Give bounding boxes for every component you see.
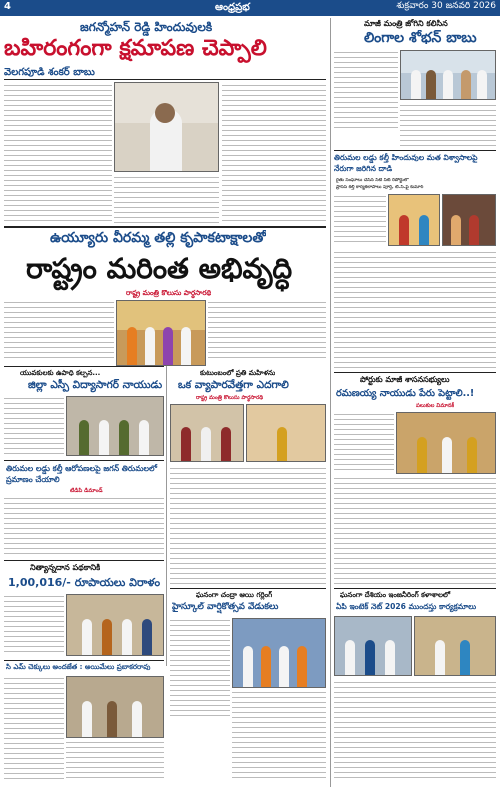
a9-body-text bbox=[4, 594, 64, 656]
a7-headline: ఒక వ్యాపారవేత్తగా ఎదగాలి bbox=[178, 379, 289, 391]
a4-headline: రాష్ట్రం మరింత అభివృద్ధి bbox=[26, 252, 293, 285]
a7-body-text bbox=[170, 466, 326, 586]
issue-date: శుక్రవారం 30 జనవరి 2026 bbox=[396, 1, 496, 11]
a4-body-text bbox=[4, 300, 114, 362]
a10-headline: హైస్కూల్ వార్షికోత్సవ వేడుకలు bbox=[172, 602, 279, 612]
a5-tag: పలుకుల విమానక్ bbox=[416, 403, 455, 409]
a2-kicker: మాజీ మంత్రి జోగిని కలిసిన bbox=[364, 19, 448, 28]
a4-body-text-2 bbox=[208, 300, 326, 362]
a11-kicker: ఘనంగా దేశియం ఇంజనీరింగ్ కళాశాలలో bbox=[340, 591, 451, 599]
a1-byline-rule bbox=[4, 79, 326, 80]
a10-photo bbox=[232, 618, 326, 688]
a3-photo-1 bbox=[388, 194, 440, 246]
center-column-rule bbox=[166, 366, 167, 666]
a1-body-text-2 bbox=[222, 83, 326, 223]
a4-top-rule bbox=[4, 226, 326, 228]
a10-top-rule bbox=[170, 588, 326, 589]
a5-headline: రమణయ్య నాయుడు పేరు పెట్టాలి..! bbox=[336, 388, 475, 399]
a12-headline: సి ఎమ్ చెక్కులు అందజేత : అయిమేలు ప్రబాకరరావు bbox=[6, 663, 151, 671]
a2-body-text-2 bbox=[400, 103, 496, 148]
right-column-rule bbox=[330, 18, 331, 787]
a1-headline: బహిరంగంగా క్షమాపణ చెప్పాలి bbox=[4, 36, 267, 61]
a2-headline: లింగాల శోభన్ బాబు bbox=[364, 30, 477, 46]
a7-photo-1 bbox=[170, 404, 244, 462]
a6-kicker: యువకులకు ఉపాధి కల్పన... bbox=[20, 369, 101, 377]
a5-body-text-2 bbox=[334, 476, 496, 586]
a5-photo bbox=[396, 412, 496, 474]
a1-kicker: జగన్మోహన్ రెడ్డి హిందువులకి bbox=[80, 20, 213, 34]
a1-photo bbox=[114, 82, 219, 172]
a1-body-text bbox=[4, 83, 112, 223]
a8-body-text bbox=[4, 496, 164, 558]
a11-body-text bbox=[334, 680, 496, 782]
a1-byline: వెలగపూడి శంకర్ బాబు bbox=[4, 67, 95, 78]
a7-photo-2 bbox=[246, 404, 326, 462]
masthead bbox=[0, 0, 500, 16]
a8-tag: టిడిపి డిమాండ్ bbox=[70, 488, 103, 494]
a1-photo-caption bbox=[114, 175, 219, 223]
a4-tag: రాష్ట్ర మంత్రి కొలుసు పార్థసారథి bbox=[126, 289, 212, 297]
a3-body-text bbox=[334, 194, 386, 246]
a3-photo-2 bbox=[442, 194, 496, 246]
a4-kicker: ఉయ్యూరు వీరమ్మ తల్లి కృపాకటాక్షాలతో bbox=[50, 230, 266, 246]
a10-kicker: ఘనంగా చంద్రా ఆయి గర్లింగ్ bbox=[196, 591, 273, 599]
page-number: 4 bbox=[4, 1, 11, 12]
a3-top-rule bbox=[334, 150, 496, 151]
a3-headline: తిరుమల లడ్డు కల్తీ హిందువుల మత విశ్వాసాలపై నేరుగా జరిగిన దాడి bbox=[334, 153, 478, 173]
a5-top-rule bbox=[334, 372, 496, 373]
a6-headline: జిల్లా ఎస్పీ విద్యాసాగర్ నాయుడు bbox=[28, 379, 163, 391]
a7-tag: రాష్ట్ర మంత్రి కొలుసు పార్థసారథి bbox=[196, 395, 264, 401]
a2-body-text bbox=[334, 50, 398, 128]
a8-top-rule bbox=[4, 460, 164, 461]
a3-body-text-2 bbox=[334, 250, 496, 370]
a2-photo bbox=[400, 50, 496, 100]
a11-photo-2 bbox=[414, 616, 496, 676]
a12-body-text-2 bbox=[66, 740, 164, 782]
a9-top-rule bbox=[4, 560, 164, 561]
a12-top-rule bbox=[4, 660, 164, 661]
a4-photo-1 bbox=[116, 300, 206, 366]
a5-kicker: పోర్టుకు మాజీ శాసనసభ్యులు bbox=[360, 375, 450, 384]
a3-subheading: రైతు సంఘాలు చేసిన సిటి సిట్ రిపోర్టులో bbox=[336, 178, 409, 183]
a11-top-rule bbox=[334, 588, 496, 589]
a11-photo-1 bbox=[334, 616, 412, 676]
a11-headline: ఏపి ఇంటెక్ నెట్ 2026 ముందస్తు కార్యక్రమాలు bbox=[336, 602, 477, 611]
a3-subheading-2: ప్రాసెస్ కల్తీ కార్యకలాపాలు పూర్తి, టి.సి.ఫై కుమార్ bbox=[336, 185, 424, 190]
a7-kicker: కుటుంబంలో ప్రతి మహిళను bbox=[200, 369, 276, 377]
a5-body-text bbox=[334, 412, 394, 474]
a9-kicker: నిత్యాన్నదాన పథకానికి bbox=[30, 563, 101, 572]
paper-name: ఆంధ్రప్రభ bbox=[215, 2, 250, 13]
a6-top-rule bbox=[4, 366, 164, 367]
a10-body-text-2 bbox=[232, 690, 326, 782]
a6-photo bbox=[66, 396, 164, 456]
a9-headline: 1,00,016/- రూపాయలు విరాళం bbox=[8, 576, 161, 589]
a12-body-text bbox=[4, 676, 64, 782]
a9-photo bbox=[66, 594, 164, 656]
a8-headline: తిరుమల లడ్డు కల్తీ ఆరోపణలపై జగన్ తిరుమలలో ప్రమాణం చేయాలి bbox=[6, 464, 158, 484]
a12-photo bbox=[66, 676, 164, 738]
a10-body-text bbox=[170, 618, 230, 718]
a6-body-text bbox=[4, 396, 64, 458]
